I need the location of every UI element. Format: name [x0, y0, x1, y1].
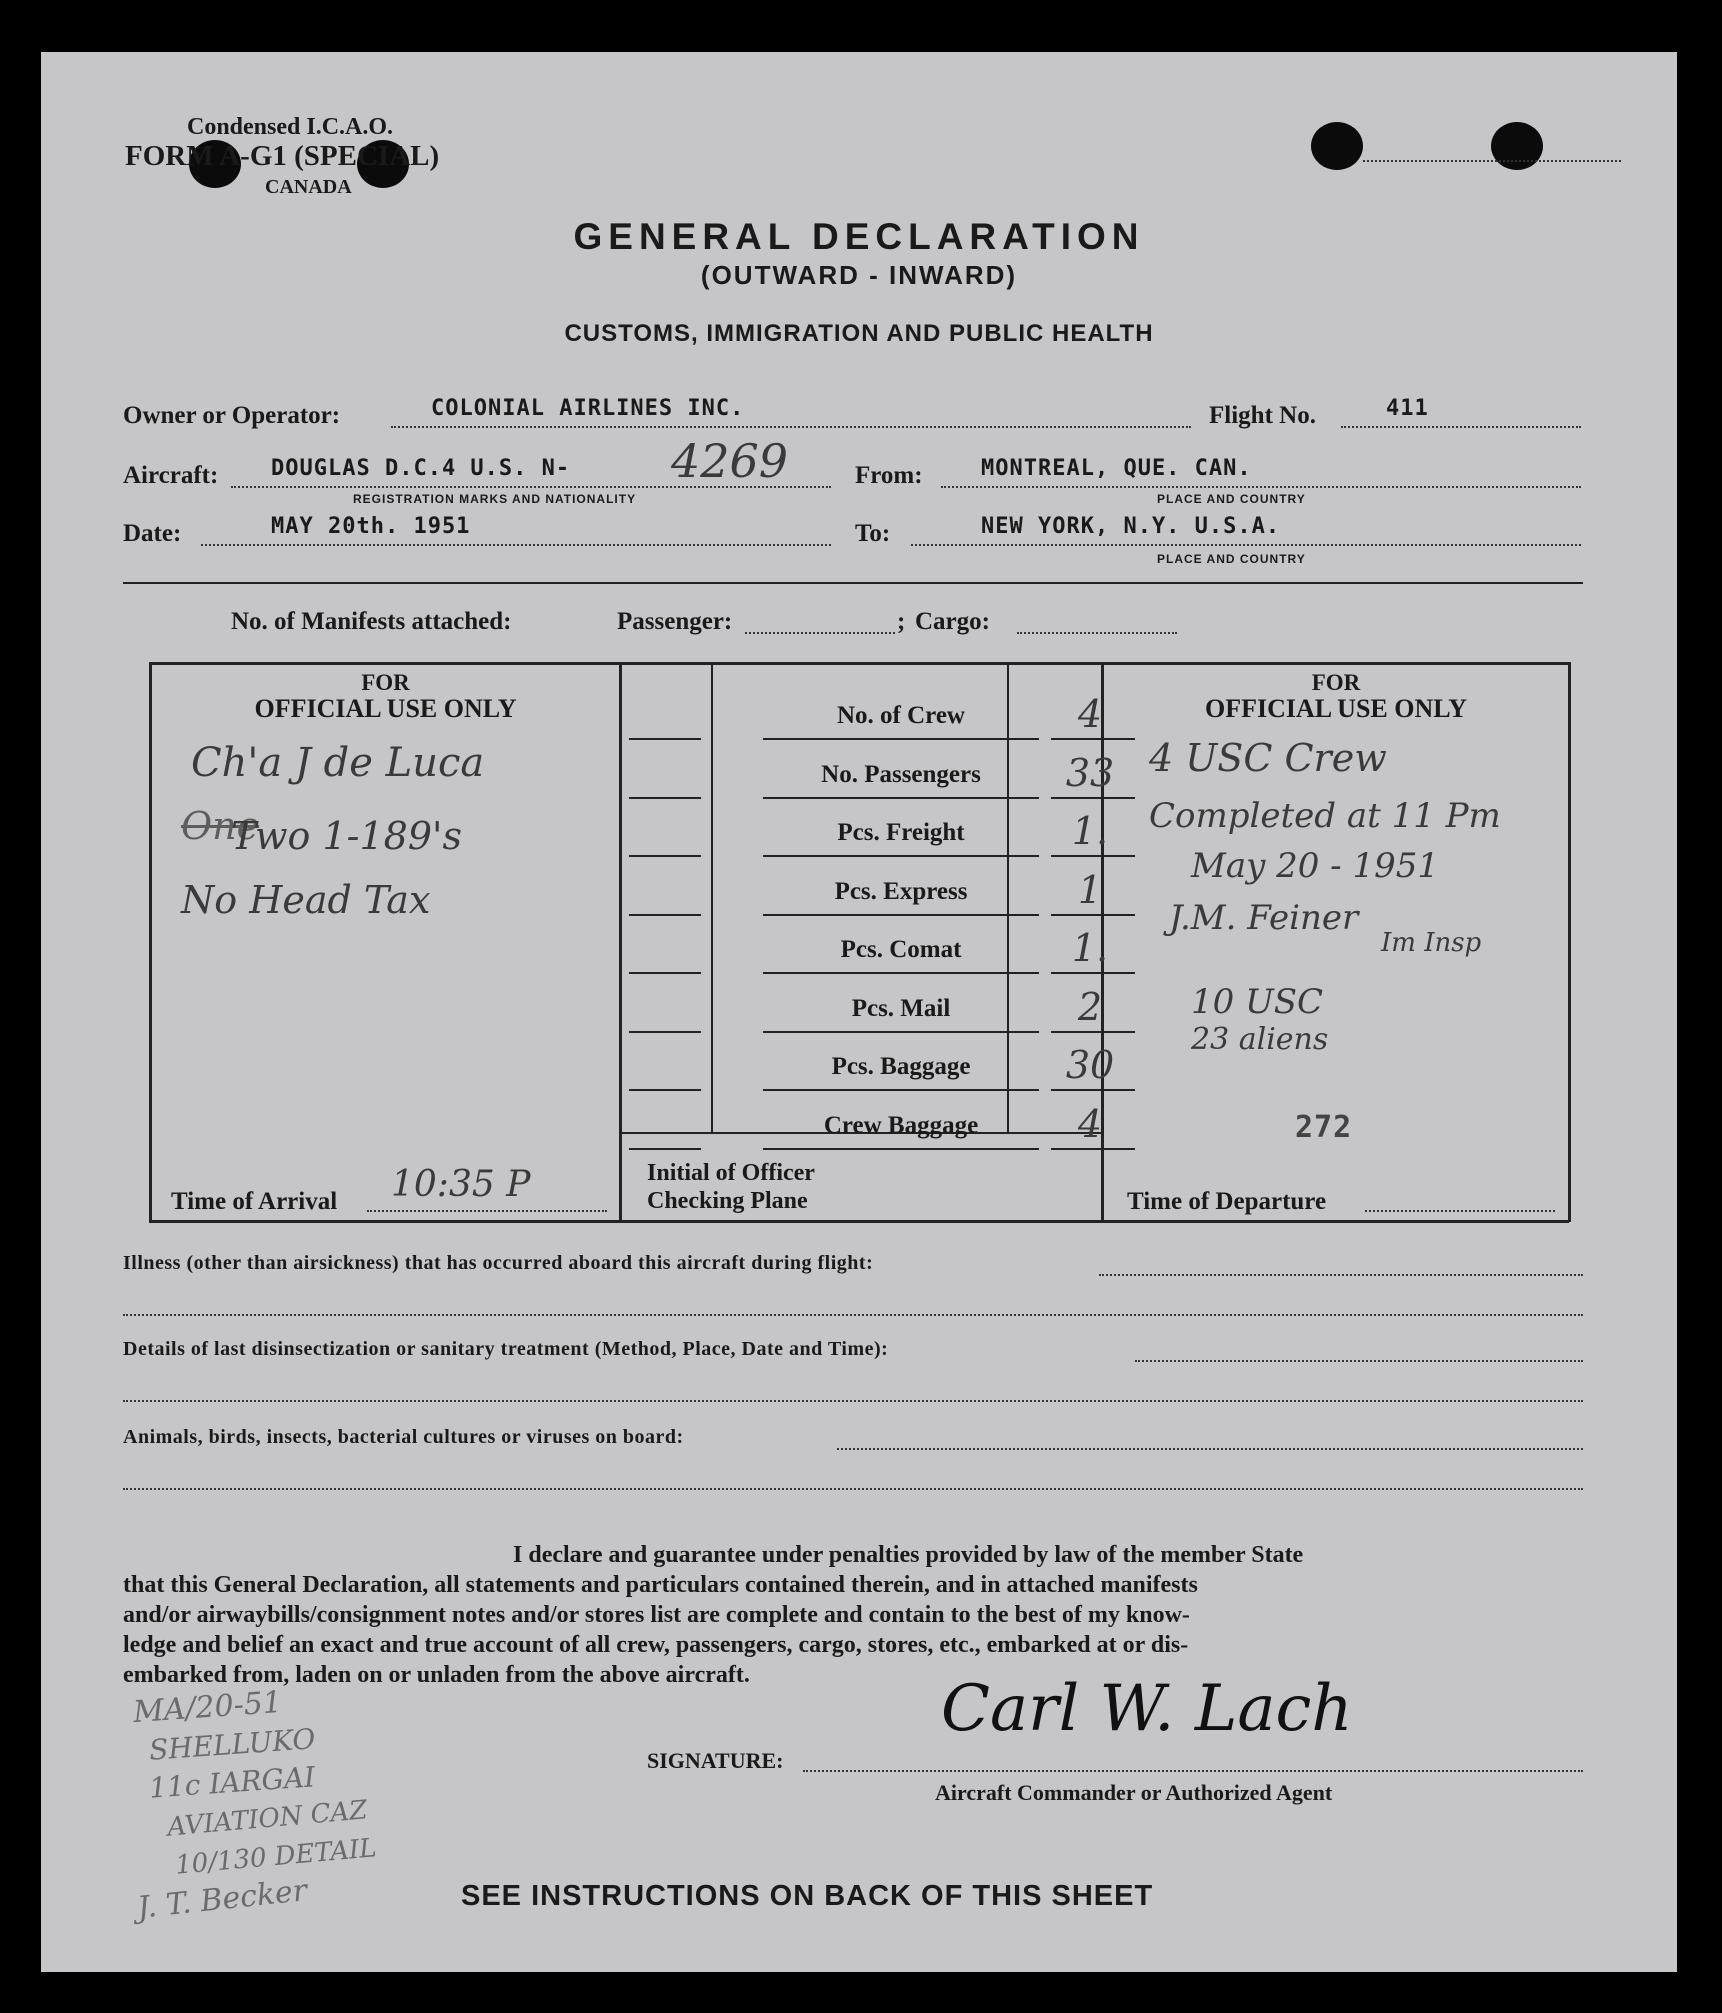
table-row-left-line [629, 1089, 701, 1091]
table-row-value: 4 [1077, 692, 1103, 736]
table-row-value: 30 [1065, 1043, 1115, 1087]
table-row-value-line [1051, 738, 1135, 740]
page-title: GENERAL DECLARATION [573, 216, 1145, 257]
table-row-label: No. of Crew [837, 702, 965, 729]
bottom-note-2: SHELLUKO [148, 1722, 317, 1767]
owner-label: Owner or Operator: [123, 402, 341, 429]
bottom-note-3: 11c IARGAI [148, 1760, 317, 1805]
declaration-line-4: ledge and belief an exact and true account of all crew, passengers, cargo, stores, etc., embarked at or dis- [123, 1632, 1189, 1658]
owner-value: COLONIAL AIRLINES INC. [431, 396, 745, 421]
right-note-2: Completed at 11 Pm [1149, 796, 1501, 836]
table-row-left-line [629, 914, 701, 916]
right-note-4: J.M. Feiner [1169, 898, 1359, 938]
manifest-separator: ; [897, 608, 906, 635]
from-label: From: [855, 462, 923, 489]
registration-caption: REGISTRATION MARKS AND NATIONALITY [353, 492, 637, 506]
left-note-strike: One [181, 804, 260, 848]
table-row-left-line [629, 797, 701, 799]
table-row-value: 2 [1077, 984, 1103, 1029]
table-row-value-line [1051, 1031, 1135, 1033]
footer-instructions: SEE INSTRUCTIONS ON BACK OF THIS SHEET [461, 1880, 1154, 1912]
table-row-value: 1. [1071, 926, 1109, 970]
declaration-line-3: and/or airwaybills/consignment notes and/or stores list are complete and contain to the best of my know- [123, 1602, 1190, 1628]
initial-officer-label-1: Initial of Officer [647, 1160, 815, 1186]
table-row-value-line [1051, 855, 1135, 857]
bottom-note-1: MA/20-51 [131, 1684, 284, 1731]
table-row-underline [763, 797, 1039, 799]
manifests-label: No. of Manifests attached: [231, 608, 512, 635]
right-header-for: FOR [1311, 670, 1361, 695]
table-row-underline [763, 914, 1039, 916]
aircraft-label: Aircraft: [123, 462, 219, 489]
table-row-label: Pcs. Express [834, 877, 968, 905]
bottom-note-6: J. T. Becker [135, 1873, 309, 1926]
right-header-official: OFFICIAL USE ONLY [1205, 694, 1467, 723]
table-row-left-line [629, 738, 701, 740]
left-note-1: Ch'a J de Luca [191, 740, 485, 786]
table-row-label: No. Passengers [821, 760, 981, 788]
signature-caption: Aircraft Commander or Authorized Agent [935, 1780, 1333, 1805]
left-note-2: Two 1-189's [231, 814, 462, 858]
table-row-label: Pcs. Baggage [831, 1053, 971, 1080]
place-caption-from: PLACE AND COUNTRY [1157, 492, 1306, 506]
table-row-underline [763, 855, 1039, 857]
table-row-value-line [1051, 914, 1135, 916]
place-caption-to: PLACE AND COUNTRY [1157, 552, 1306, 566]
table-row-underline [763, 1031, 1039, 1033]
page-subtitle: (OUTWARD - INWARD) [700, 260, 1018, 290]
animals-label: Animals, birds, insects, bacterial cultures or viruses on board: [123, 1426, 684, 1448]
flight-label: Flight No. [1209, 402, 1316, 429]
aircraft-number-handwritten: 4269 [671, 434, 789, 488]
bottom-note-5: 10/130 DETAIL [174, 1833, 378, 1881]
disinsectization-label: Details of last disinsectization or sanitary treatment (Method, Place, Date and Time): [123, 1338, 889, 1360]
declaration-line-1: I declare and guarantee under penalties provided by law of the member State [513, 1542, 1304, 1568]
table-row-underline [763, 1148, 1039, 1150]
table-row-underline [763, 1089, 1039, 1091]
table-row-underline [763, 972, 1039, 974]
table-row-left-line [629, 972, 701, 974]
table-row-label: Pcs. Freight [837, 819, 965, 846]
table-row-value: 33 [1065, 750, 1115, 795]
left-header-for: FOR [361, 670, 410, 695]
right-note-6: 10 USC [1191, 982, 1324, 1022]
date-label: Date: [123, 520, 182, 547]
table-row-label: Pcs. Mail [851, 994, 951, 1022]
date-value: MAY 20th. 1951 [271, 514, 471, 539]
cargo-manifest-label: Cargo: [915, 608, 990, 635]
page-subheading: CUSTOMS, IMMIGRATION AND PUBLIC HEALTH [564, 320, 1154, 347]
table-row-left-line [629, 1148, 701, 1150]
form-sheet [41, 52, 1677, 1972]
punch-hole-icon [1491, 122, 1543, 170]
right-note-7: 23 aliens [1191, 1022, 1329, 1057]
table-row-value-line [1051, 797, 1135, 799]
right-note-5: Im Insp [1381, 928, 1482, 958]
punch-hole-icon [1311, 122, 1363, 170]
signature-handwritten: Carl W. Lach [941, 1672, 1353, 1746]
time-of-arrival-value: 10:35 P [391, 1164, 531, 1205]
to-label: To: [855, 520, 891, 547]
form-header-line1: Condensed I.C.A.O. [187, 114, 394, 140]
flight-value: 411 [1386, 396, 1429, 421]
declaration-line-2: that this General Declaration, all statements and particulars contained therein, and in attached manifests [123, 1572, 1198, 1598]
table-row-value-line [1051, 1089, 1135, 1091]
left-header-official: OFFICIAL USE ONLY [254, 694, 517, 723]
signature-label: SIGNATURE: [647, 1748, 784, 1773]
left-note-3: No Head Tax [181, 878, 431, 922]
table-row-left-line [629, 1031, 701, 1033]
from-value: MONTREAL, QUE. CAN. [981, 456, 1252, 481]
illness-label: Illness (other than airsickness) that has occurred aboard this aircraft during flight: [123, 1252, 874, 1274]
bottom-note-4: AVIATION CAZ [166, 1795, 369, 1843]
form-header-line2: FORM A-G1 (SPECIAL) [125, 140, 440, 172]
time-of-departure-label: Time of Departure [1127, 1188, 1327, 1215]
form-header-line3: CANADA [265, 176, 352, 198]
aircraft-value: DOUGLAS D.C.4 U.S. N- [271, 456, 571, 481]
declaration-line-5: embarked from, laden on or unladen from the above aircraft. [123, 1662, 750, 1688]
table-row-left-line [629, 855, 701, 857]
time-of-arrival-label: Time of Arrival [171, 1188, 338, 1215]
table-row-value-line [1051, 972, 1135, 974]
table-row-value-line [1051, 1148, 1135, 1150]
stamp-number: 272 [1295, 1110, 1353, 1145]
passenger-manifest-label: Passenger: [617, 608, 733, 635]
table-row-value: 4 [1077, 1101, 1103, 1146]
to-value: NEW YORK, N.Y. U.S.A. [981, 514, 1281, 539]
table-row-value: 1. [1071, 809, 1109, 853]
table-row-label: Pcs. Comat [840, 936, 962, 963]
initial-officer-label-2: Checking Plane [647, 1188, 808, 1214]
right-note-1: 4 USC Crew [1149, 736, 1387, 780]
table-row-label: Crew Baggage [823, 1111, 979, 1139]
table-row-underline [763, 738, 1039, 740]
table-row-value: 1 [1077, 867, 1103, 912]
right-note-3: May 20 - 1951 [1191, 846, 1439, 886]
